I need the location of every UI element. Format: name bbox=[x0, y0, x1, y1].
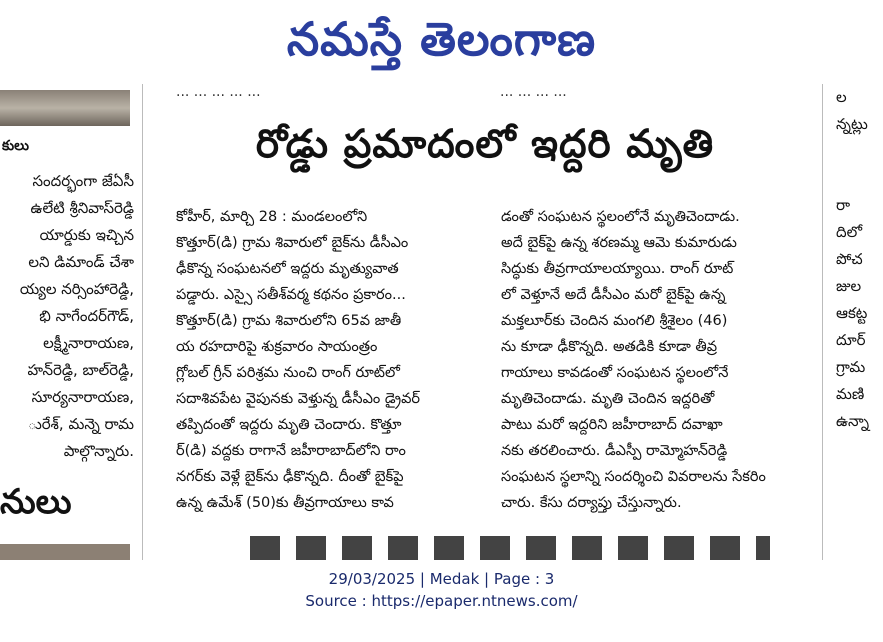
article-headline: రోడ్డు ప్రమాదంలో ఇద్దరి మృతి bbox=[255, 122, 715, 167]
text-line: దిలో bbox=[836, 223, 863, 241]
column-divider bbox=[142, 84, 143, 560]
text-line: లని డిమాండ్ చేశా bbox=[28, 253, 134, 271]
text-line: ఉన్నా bbox=[836, 412, 870, 430]
text-line: లో వెళ్తూనే అదే డీసీఎం మరో బైక్‌పై ఉన్న bbox=[501, 287, 726, 303]
text-line: తప్పిదంతో ఇద్దరు మృతి చెందారు. కొత్తూ bbox=[176, 417, 402, 433]
text-line bbox=[836, 138, 883, 165]
newspaper-clipping bbox=[0, 84, 883, 560]
masthead bbox=[0, 0, 883, 78]
text-line: పడ్డారు. ఎస్సై సతీశ్‌వర్మ కథనం ప్రకారం... bbox=[176, 287, 406, 303]
article-column-2 bbox=[501, 204, 817, 516]
next-headline-fragment bbox=[250, 536, 770, 560]
photo-fragment-bottom bbox=[0, 544, 130, 560]
text-line: యార్డుకు ఇచ్చిన bbox=[39, 226, 134, 244]
article-column-1 bbox=[176, 204, 498, 516]
text-line: నగర్‌కు వెళ్లే బైక్‌ను ఢీకొన్నది. దీంతో బైక్‌పై bbox=[176, 469, 404, 485]
text-line: య రహదారిపై శుక్రవారం సాయంత్రం bbox=[176, 339, 378, 355]
text-line: పోచ bbox=[836, 250, 863, 268]
text-line: య్యల నర్సింహారెడ్డి, bbox=[19, 280, 134, 298]
text-line: ఢీకొన్న సంఘటనలో ఇద్దరు మృత్యువాత bbox=[176, 261, 399, 277]
left-column-heading: నులు bbox=[0, 482, 72, 522]
text-line: గ్రామ bbox=[836, 358, 866, 376]
photo-fragment bbox=[0, 90, 130, 126]
text-line: సందర్భంగా జేఏసీ bbox=[32, 172, 134, 190]
text-line: హన్‌రెడ్డి, బాల్‌రెడ్డి, bbox=[27, 361, 134, 379]
text-line: పాల్గొన్నారు. bbox=[63, 442, 134, 460]
text-line: పాటు మరో ఇద్దరిని జహీరాబాద్ దవాఖా bbox=[501, 417, 723, 433]
text-line: ఆకట్ట bbox=[836, 304, 868, 322]
text-line: మృతిచెందాడు. మృతి చెందిన ఇద్దరితో bbox=[501, 391, 715, 407]
text-line: ురేశ్, మన్నె రామ bbox=[27, 415, 134, 433]
source-footer bbox=[0, 568, 883, 642]
column-label: కులు bbox=[2, 138, 29, 154]
text-line: చారు. కేసు దర్యాప్తు చేస్తున్నారు. bbox=[501, 495, 682, 511]
text-line: సంఘటన స్థలాన్ని సందర్శించి వివరాలను సేకరిం bbox=[501, 469, 766, 485]
top-text-fragment: ... ... ... ... ... bbox=[176, 84, 261, 100]
text-line: గాయాలు కావడంతో సంఘటన స్థలంలోనే bbox=[501, 365, 729, 381]
text-line: ను కూడా ఢీకొన్నది. అతడికి కూడా తీవ్ర bbox=[501, 339, 718, 355]
text-line: జుల bbox=[836, 277, 862, 295]
text-line: రా bbox=[836, 196, 851, 214]
text-line: సూర్యనారాయణ, bbox=[31, 388, 134, 406]
text-line: మణి bbox=[836, 385, 865, 403]
text-line: కొత్తూర్(డి) గ్రామ శివారులోని 65వ జాతీ bbox=[176, 313, 402, 329]
text-line: దూర్ bbox=[836, 331, 866, 349]
left-column-text bbox=[0, 168, 134, 465]
text-line: నకు తరలించారు. డీఎస్పీ రామ్మోహన్‌రెడ్డి bbox=[501, 443, 728, 459]
text-line: డంతో సంఘటన స్థలంలోనే మృతిచెందాడు. bbox=[501, 209, 740, 225]
source-url: Source : https://epaper.ntnews.com/ bbox=[305, 592, 578, 610]
date-edition-page: 29/03/2025 | Medak | Page : 3 bbox=[328, 570, 555, 588]
right-adjacent-column bbox=[836, 84, 883, 560]
text-line: సదాశివపేట వైపునకు వెళ్తున్న డీసీఎం డ్రైవర్ bbox=[176, 391, 420, 407]
text-line: ఉలేటి శ్రీనివాస్‌రెడ్డి bbox=[30, 199, 134, 217]
article bbox=[150, 84, 820, 560]
text-line: గ్లోబల్ గ్రీన్ పరిశ్రమ నుంచి రాంగ్ రూట్‌లో bbox=[176, 365, 400, 381]
text-line: కొత్తూర్(డి) గ్రామ శివారులో బైక్‌ను డీసీఎం bbox=[176, 235, 409, 251]
top-text-fragment-right: ... ... ... ... bbox=[500, 84, 567, 100]
text-line: భి నాగేందర్‌గౌడ్, bbox=[39, 307, 134, 325]
text-line bbox=[836, 165, 883, 192]
text-line: లక్ష్మీనారాయణ, bbox=[43, 334, 134, 352]
text-line: కోహీర్, మార్చి 28 : మండలంలోని bbox=[176, 209, 368, 225]
text-line: ల bbox=[836, 88, 847, 106]
text-line: ఉన్న ఉమేశ్ (50)కు తీవ్రగాయాలు కావ bbox=[176, 495, 394, 511]
newspaper-logo: నమస్తే తెలంగాణ bbox=[286, 12, 597, 66]
text-line: మక్తలూర్‌కు చెందిన మంగలి శ్రీశైలం (46) bbox=[501, 313, 728, 329]
text-line: న్నట్లు bbox=[836, 115, 868, 133]
column-divider-right bbox=[822, 84, 823, 560]
text-line: సిద్ధుకు తీవ్రగాయాలయ్యాయి. రాంగ్ రూట్ bbox=[501, 261, 734, 277]
left-adjacent-column bbox=[0, 84, 136, 560]
text-line: ర్(డి) వద్దకు రాగానే జహీరాబాద్‌లోని రాం bbox=[176, 443, 406, 459]
text-line: అదే బైక్‌పై ఉన్న శరణమ్మ ఆమె కుమారుడు bbox=[501, 235, 737, 251]
